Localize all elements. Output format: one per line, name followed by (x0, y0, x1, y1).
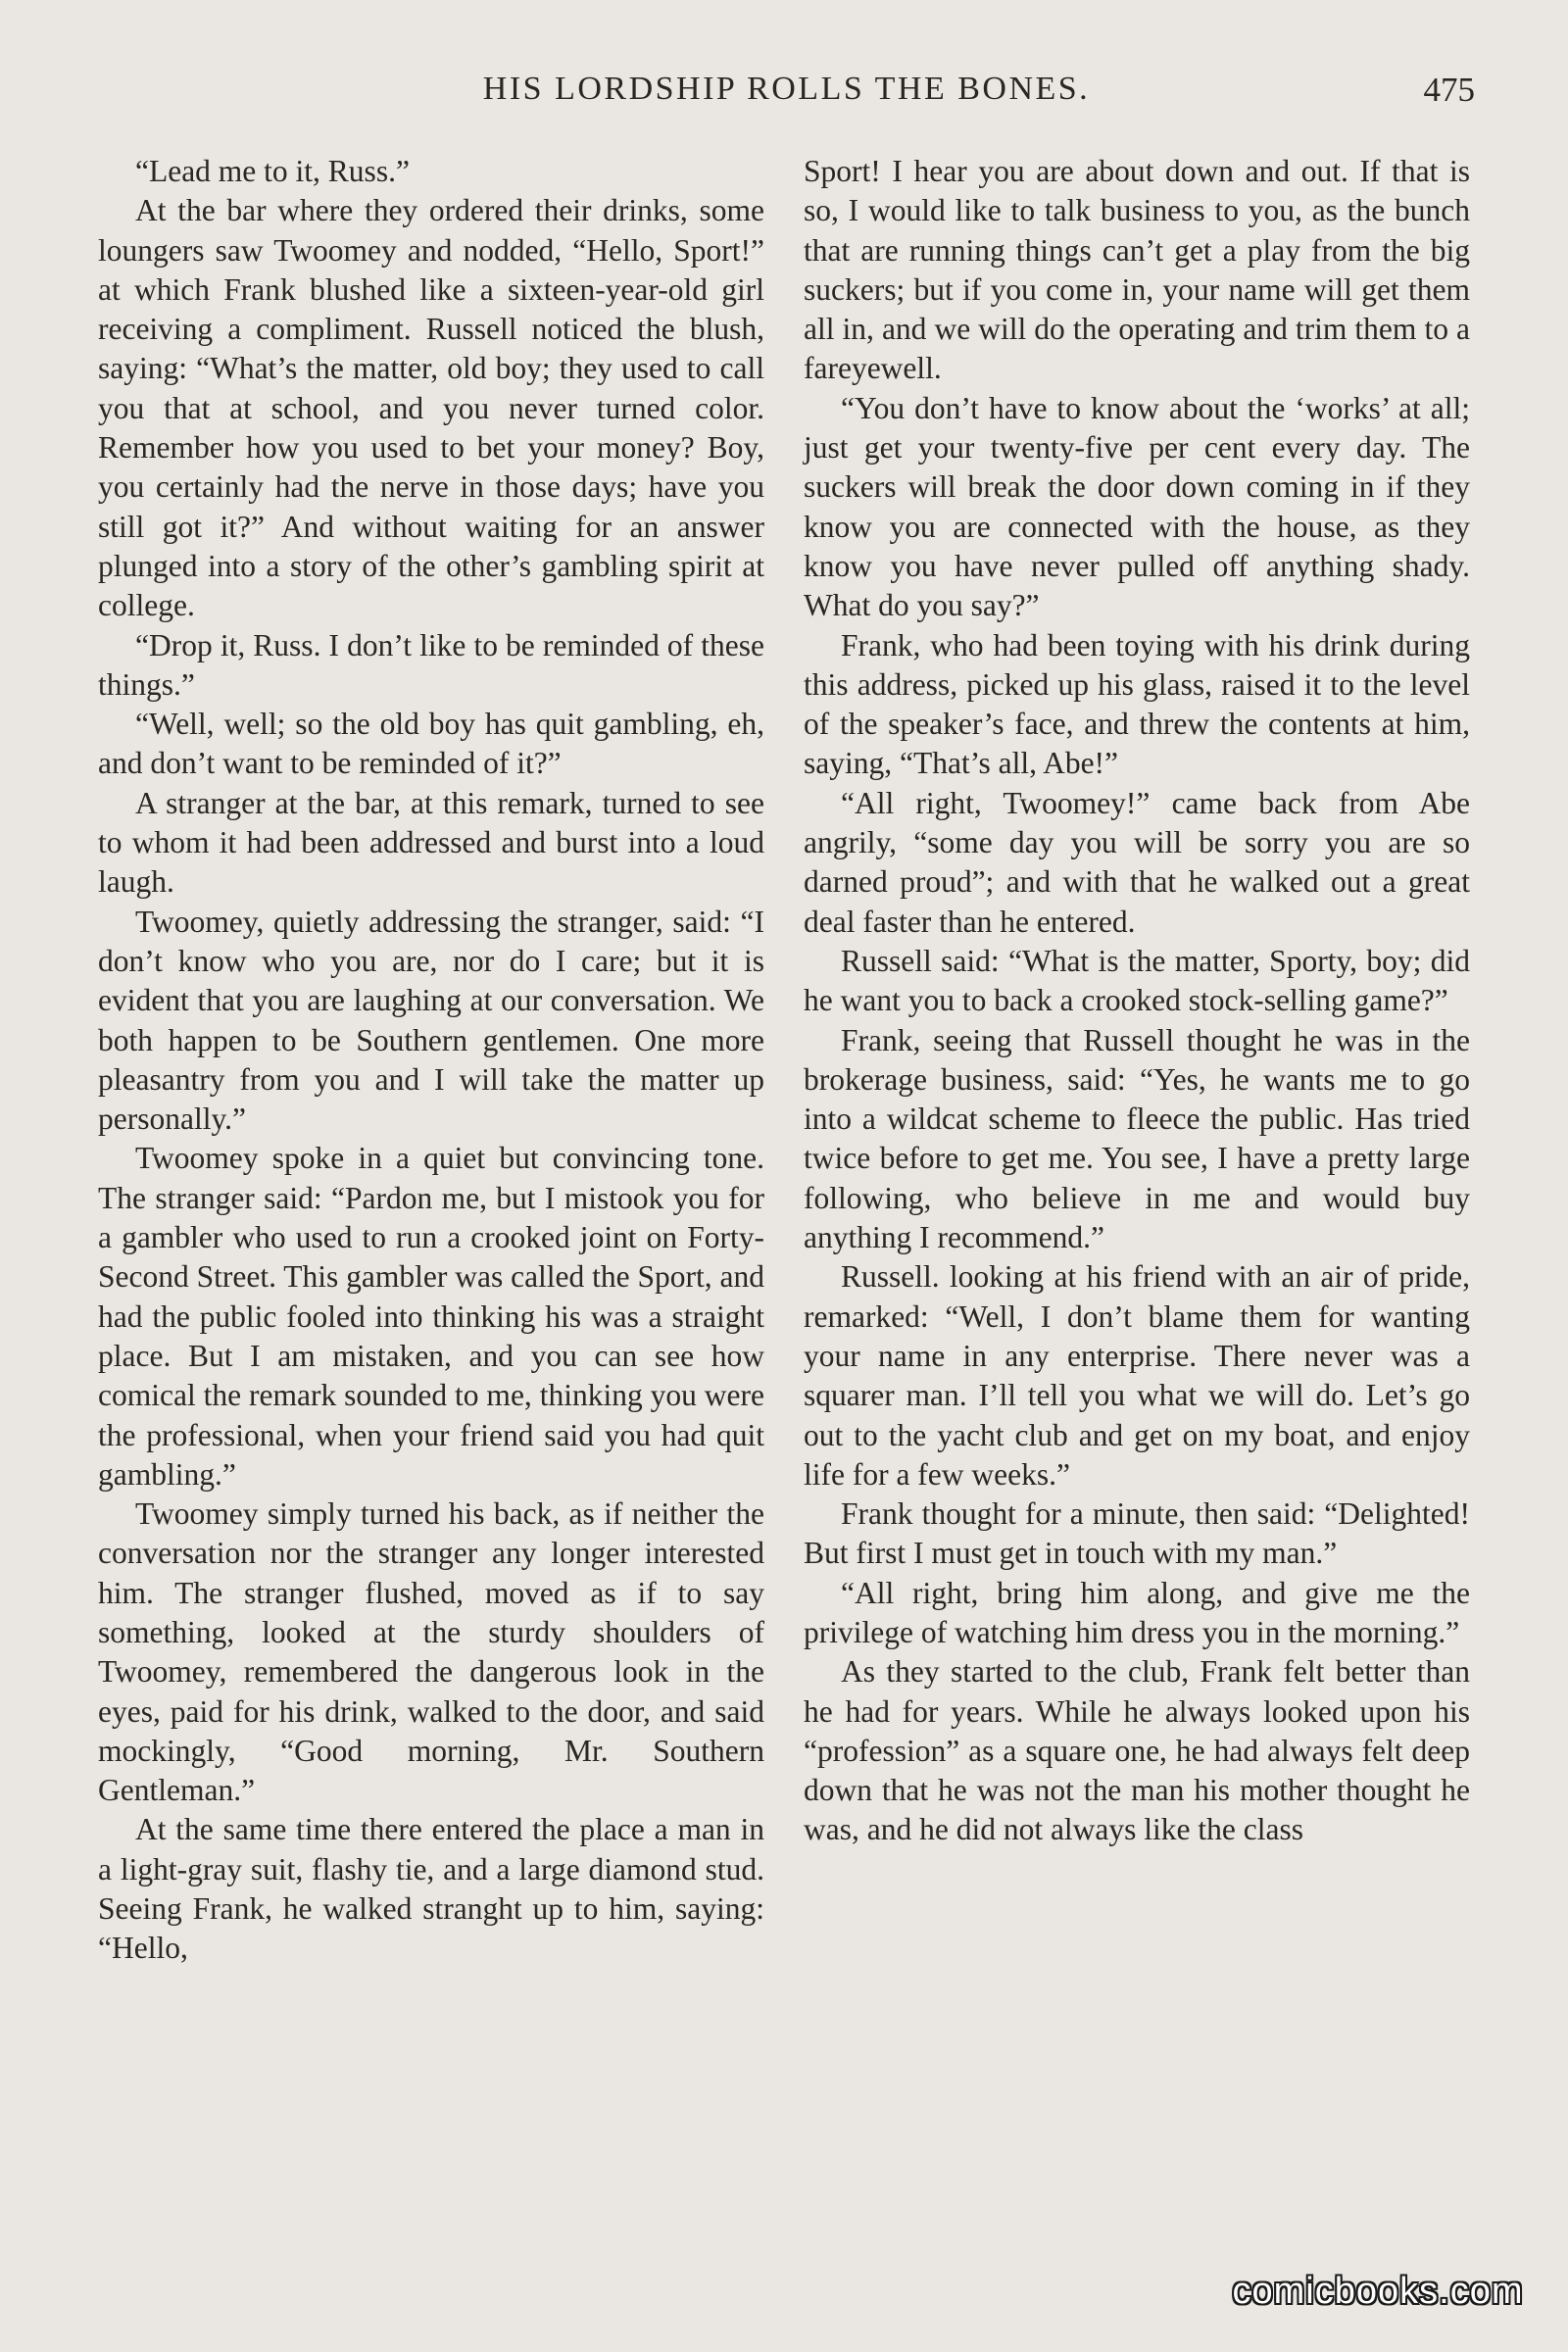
right-column (804, 152, 1470, 1850)
paragraph: “All right, Twoomey!” came back from Abe angrily, “some day you will be sorry you are so darned proud”; and with that he walked out a great deal faster than he entered. (804, 785, 1470, 939)
paragraph: “All right, bring him along, and give me the privilege of watching him dress you in the morning.” (804, 1575, 1470, 1649)
paragraph: At the same time there entered the place a man in a light-gray suit, flashy tie, and a large diamond stud. Seeing Frank, he walked stranght up to him, saying: “Hello, (98, 1812, 764, 1966)
paragraph: Frank, seeing that Russell thought he was in the brokerage business, said: “Yes, he wants me to go into a wildcat scheme to fleece the public. Has tried twice before to get me. You see, I have a pretty large following, who believe in me and would buy anything I recommend.” (804, 1022, 1470, 1255)
paragraph: “Well, well; so the old boy has quit gambling, eh, and don’t want to be reminded of it?” (98, 707, 764, 781)
paragraph: Twoomey, quietly addressing the stranger, said: “I don’t know who you are, nor do I care; but it is evident that you are laughing at our conversation. We both happen to be Southern gentlemen. One more pleasantry from you and I will take the matter up personally.” (98, 904, 764, 1137)
paragraph: Twoomey simply turned his back, as if neither the conversation nor the stranger any longer interested him. The stranger flushed, moved as if to say something, looked at the sturdy shoulders of Twoomey, remembered the dangerous look in the eyes, paid for his drink, walked to the door, and said mockingly, “Good morning, Mr. Southern Gentleman.” (98, 1496, 764, 1808)
left-column (98, 152, 764, 1969)
paragraph: Frank, who had been toying with his drink during this address, picked up his glass, raised it to the level of the speaker’s face, and threw the contents at him, saying, “That’s all, Abe!” (804, 627, 1470, 781)
paragraph: “Drop it, Russ. I don’t like to be reminded of these things.” (98, 627, 764, 702)
watermark-logo: comicbooks.com (1232, 2271, 1524, 2312)
page-number: 475 (1423, 71, 1475, 109)
paragraph: As they started to the club, Frank felt better than he had for years. While he always looked upon his “profession” as a square one, he had always felt deep down that he was not the man his mother thought he was, and he did not always like the class (804, 1654, 1470, 1847)
paragraph: Sport! I hear you are about down and out. If that is so, I would like to talk business to you, as the bunch that are running things can’t get a play from the big suckers; but if you come in, your name will get them all in, and we will do the operating and trim them to a fareyewell. (804, 154, 1470, 386)
paragraph: Twoomey spoke in a quiet but convincing tone. The stranger said: “Pardon me, but I mistook you for a gambler who used to run a crooked joint on Forty-Second Street. This gambler was called the Sport, and had the public fooled into thinking his was a straight place. But I am mistaken, and you can see how comical the remark sounded to me, thinking you were the professional, when your friend said you had quit gambling.” (98, 1141, 765, 1492)
running-head: HIS LORDSHIP ROLLS THE BONES. (482, 71, 1091, 107)
paragraph: A stranger at the bar, at this remark, turned to see to whom it had been addressed and burst into a loud laugh. (98, 785, 764, 900)
paragraph: Russell. looking at his friend with an air of pride, remarked: “Well, I don’t blame them for wanting your name in any enterprise. There never was a squarer man. I’ll tell you what we will do. Let’s go out to the yacht club and get on my boat, and enjoy life for a few weeks.” (804, 1259, 1470, 1492)
paragraph: Frank thought for a minute, then said: “Delighted! But first I must get in touch with my man.” (804, 1496, 1470, 1571)
paragraph: “You don’t have to know about the ‘works’ at all; just get your twenty-five per cent every day. The suckers will break the door down coming in if they know you are connected with the house, as they know you have never pulled off anything shady. What do you say?” (804, 390, 1470, 623)
paragraph: Russell said: “What is the matter, Sporty, boy; did he want you to back a crooked stock-selling game?” (804, 943, 1470, 1018)
page-header (98, 71, 1475, 122)
paragraph: At the bar where they ordered their drinks, some loungers saw Twoomey and nodded, “Hello, Sport!” at which Frank blushed like a sixteen-year-old girl receiving a compliment. Russell noticed the blush, saying: “What’s the matter, old boy; they used to call you that at school, and you never turned color. Remember how you used to bet your money? Boy, you certainly had the nerve in those days; have you still got it?” And without waiting for an answer plunged into a story of the other’s gambling spirit at college. (98, 193, 764, 623)
paragraph: “Lead me to it, Russ.” (135, 154, 410, 188)
